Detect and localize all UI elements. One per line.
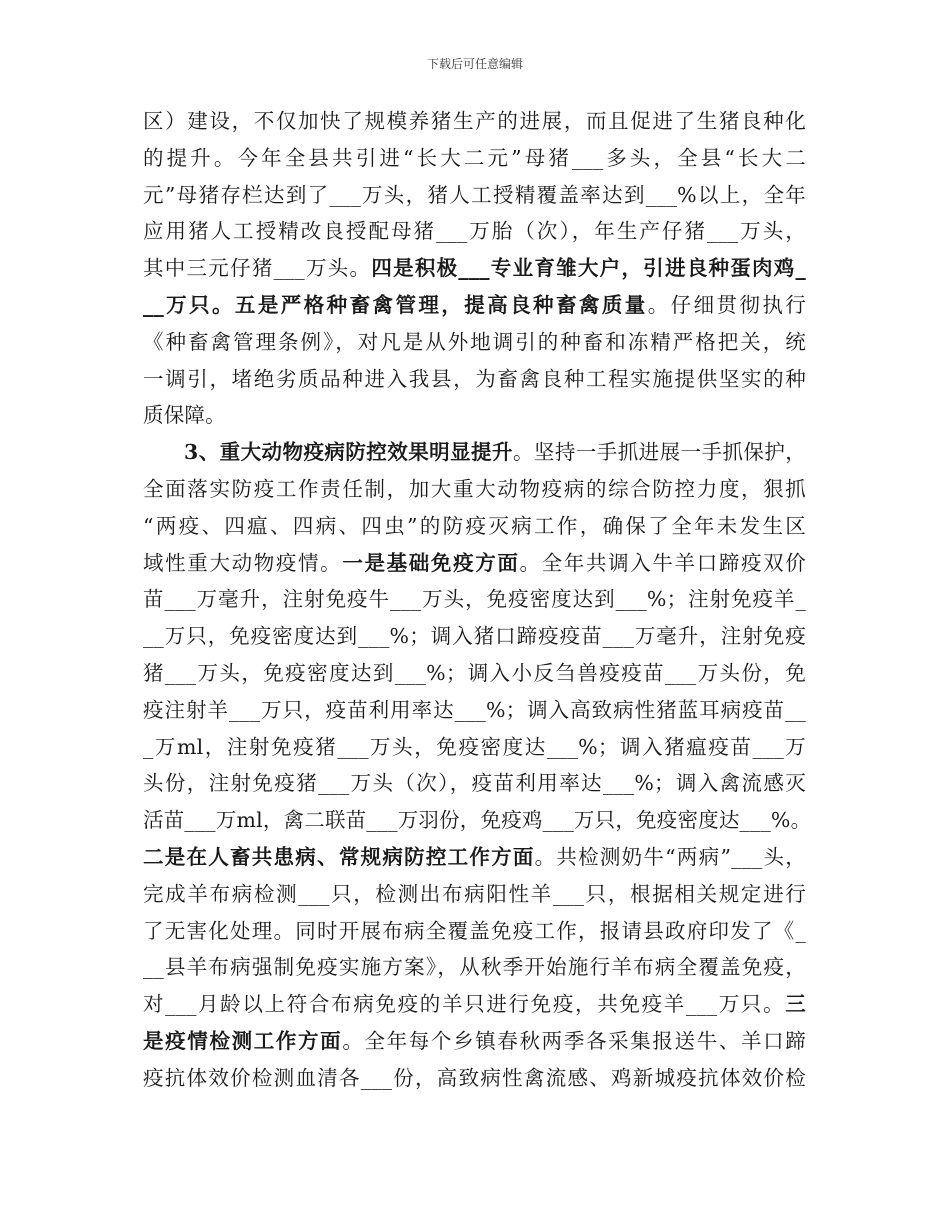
text-line [143, 361, 806, 397]
text-run: 。全年每个乡镇春秋两季各采集报送牛、羊口蹄 [342, 1029, 806, 1053]
text-run: 苗___万毫升，注射免疫牛___万头，免疫密度达到___%；注射免疫羊_ [143, 587, 806, 612]
text-line [143, 913, 806, 949]
text-run: 完成羊布病检测___只，检测出布病阳性羊___只，根据相关规定进行 [143, 881, 806, 906]
text-run: 。共检测奶牛“两病”___头， [534, 845, 806, 869]
text-line [143, 103, 806, 139]
text-line [143, 729, 806, 765]
text-line [143, 986, 806, 1022]
text-run: “两疫、四瘟、四病、四虫”的防疫灭病工作，确保了全年未发生区 [143, 513, 806, 538]
section-heading: 3、重大动物疫病防控效果明显提升 [184, 440, 513, 465]
text-line [143, 949, 806, 985]
text-run: 疫抗体效价检测血清各___份，高致病性禽流感、鸡新城疫抗体效价检 [143, 1065, 806, 1090]
text-line [143, 802, 812, 838]
text-run: 头份，注射免疫猪___万头（次），疫苗利用率达___%；调入禽流感灭 [143, 771, 806, 796]
text-line [143, 397, 226, 433]
text-run: _万ml，注射免疫猪___万头，免疫密度达___%；调入猪瘟疫苗___万 [143, 734, 806, 759]
text-run: 全面落实防疫工作责任制，加大重大动物疫病的综合防控力度，狠抓 [143, 477, 806, 501]
text-run: __万只，免疫密度达到___%；调入猪口蹄疫疫苗___万毫升，注射免疫 [143, 624, 806, 649]
text-run: __县羊布病强制免疫实施方案》，从秋季开始施行羊布病全覆盖免疫， [143, 955, 806, 980]
text-line [143, 765, 806, 801]
text-line [143, 876, 806, 912]
text-line [143, 140, 806, 176]
text-run: 质保障。 [143, 403, 226, 428]
text-run: 一调引，堵绝劣质品种进入我县，为畜禽良种工程实施提供坚实的种 [143, 366, 806, 391]
text-line [143, 471, 806, 507]
text-line [143, 692, 806, 728]
text-run: 区）建设，不仅加快了规模养猪生产的进展，而且促进了生猪良种化 [143, 109, 806, 133]
text-line [143, 177, 806, 213]
text-run: 疫注射羊___万只，疫苗利用率达___%；调入高致病性猪蓝耳病疫苗__ [143, 697, 806, 722]
bold-text-run: 三 [785, 992, 806, 1017]
text-run: 《种畜禽管理条例》，对凡是从外地调引的种畜和冻精严格把关，统 [143, 329, 806, 354]
text-line [143, 1023, 806, 1059]
bold-text-run: 是疫情检测工作方面 [143, 1029, 343, 1053]
bold-text-run: 四是积极___专业育雏大户，引进良种蛋肉鸡_ [371, 256, 806, 281]
text-line [143, 1060, 806, 1096]
text-line [143, 287, 806, 323]
text-line [143, 250, 806, 286]
text-line [143, 213, 806, 249]
text-run: 其中三元仔猪___万头。 [143, 256, 372, 281]
text-run: 对___月龄以上符合布病免疫的羊只进行免疫，共免疫羊___万只。 [143, 992, 786, 1017]
text-line [184, 434, 806, 470]
text-run: 的提升。今年全县共引进“长大二元”母猪___多头，全县“长大二 [143, 145, 806, 170]
bold-text-run: 二是在人畜共患病、常规病防控工作方面 [143, 845, 535, 869]
page-header: 下载后可任意编辑 [426, 57, 523, 71]
text-line [143, 655, 806, 691]
text-run: 活苗___万ml，禽二联苗___万羽份，免疫鸡___万只，免疫密度达___%。 [143, 808, 812, 833]
text-line [143, 508, 806, 544]
text-run: 。仔细贯彻执行 [647, 293, 806, 317]
bold-text-run: __万只。五是严格种畜禽管理，提高良种畜禽质量 [143, 293, 648, 317]
text-run: 。全年共调入牛羊口蹄疫双价 [519, 550, 806, 575]
text-line [143, 581, 806, 617]
text-line [143, 839, 806, 875]
text-run: 。坚持一手抓进展一手抓保护， [512, 440, 806, 465]
text-line [143, 545, 806, 581]
text-line [143, 324, 806, 360]
text-run: 元”母猪存栏达到了___万头，猪人工授精覆盖率达到___%以上，全年 [143, 182, 806, 207]
text-run: 了无害化处理。同时开展布病全覆盖免疫工作，报请县政府印发了《_ [143, 918, 806, 943]
text-run: 域性重大动物疫情。 [143, 550, 343, 575]
bold-text-run: 一是基础免疫方面 [342, 550, 520, 575]
text-run: 猪___万头，免疫密度达到___%；调入小反刍兽疫疫苗___万头份，免 [143, 661, 806, 685]
text-line [143, 618, 806, 654]
text-run: 应用猪人工授精改良授配母猪___万胎（次），年生产仔猪___万头， [143, 219, 806, 244]
